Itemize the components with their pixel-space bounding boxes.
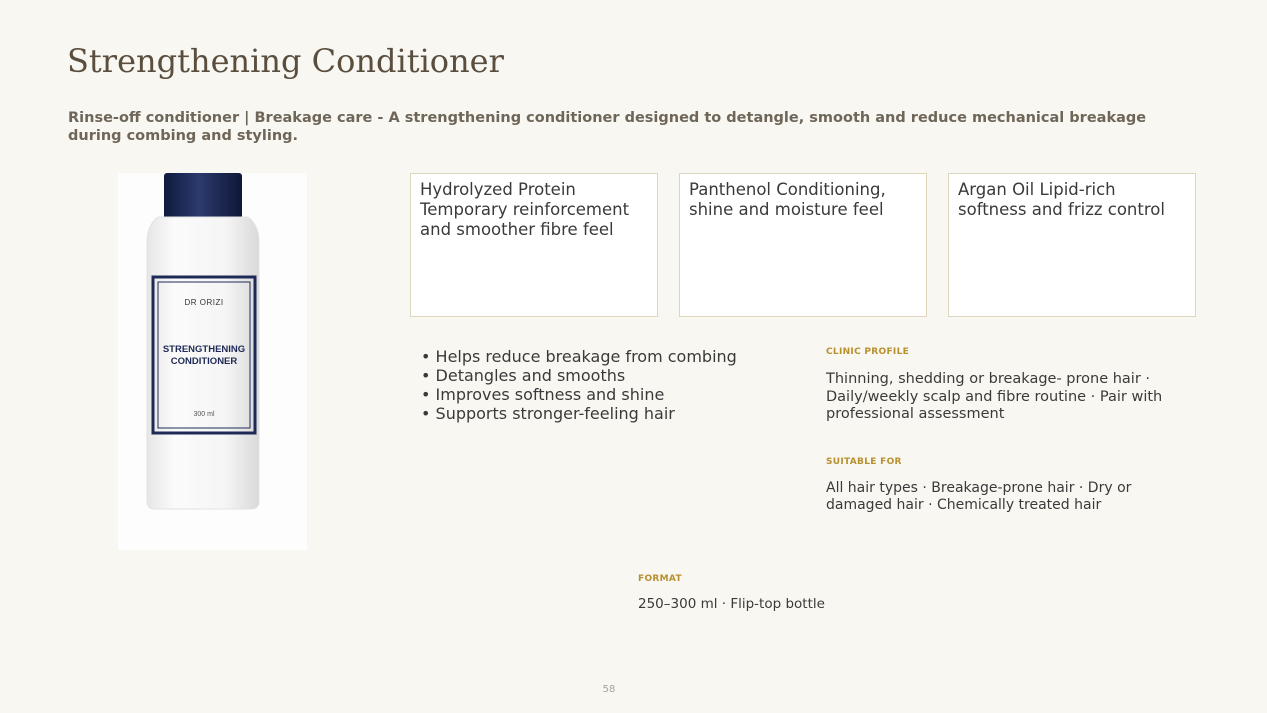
bottle-name-line2: CONDITIONER: [170, 356, 238, 367]
benefit-item: • Detangles and smooths: [421, 366, 801, 385]
format-label: FORMAT: [638, 574, 682, 584]
suitable-for-label: SUITABLE FOR: [826, 457, 902, 467]
format-text: 250–300 ml · Flip-top bottle: [638, 596, 825, 612]
ingredient-card-hydrolyzed-protein: Hydrolyzed Protein Temporary reinforcement and smoother fibre feel: [410, 173, 658, 317]
bottle-brand: DR ORIZI: [184, 298, 224, 307]
bottle-name-line1: STRENGTHENING: [162, 344, 246, 355]
suitable-for-text: All hair types · Breakage-prone hair · Dry or damaged hair · Chemically treated hair: [826, 480, 1132, 513]
benefit-item: • Improves softness and shine: [421, 385, 801, 404]
ingredient-card-argan-oil: Argan Oil Lipid-rich softness and frizz control: [948, 173, 1196, 317]
product-bottle-image: [118, 173, 307, 550]
page-subtitle: Rinse-off conditioner | Breakage care - A strengthening conditioner designed to detangle, smooth and reduce mechanical breakage during combing and styling.: [68, 110, 1147, 144]
ingredient-card-panthenol: Panthenol Conditioning, shine and moisture feel: [679, 173, 927, 317]
clinic-profile-text: Thinning, shedding or breakage- prone hair · Daily/weekly scalp and fibre routine · Pair with professional assessment: [826, 371, 1163, 422]
benefit-item: • Supports stronger-feeling hair: [421, 404, 801, 423]
benefits-list: [421, 347, 801, 423]
bottle-cap: [164, 173, 242, 219]
clinic-profile-label: CLINIC PROFILE: [826, 347, 910, 357]
page-number: 58: [602, 684, 616, 695]
page-title: Strengthening Conditioner: [67, 42, 504, 80]
bottle-volume: 300 ml: [193, 411, 215, 418]
benefit-item: • Helps reduce breakage from combing: [421, 347, 801, 366]
